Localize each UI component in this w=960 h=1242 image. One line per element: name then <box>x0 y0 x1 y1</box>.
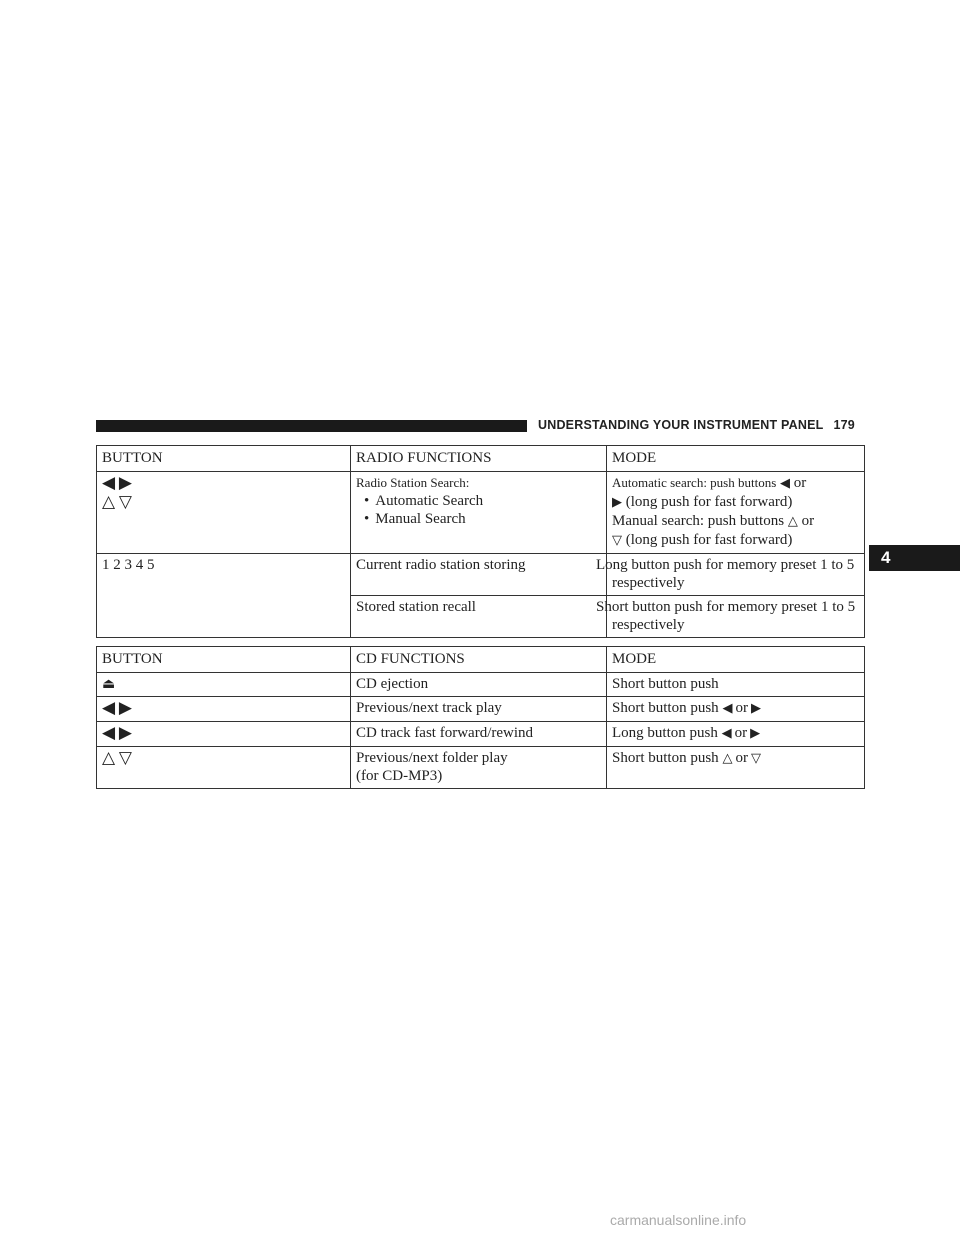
mode-cell: Long button push for memory preset 1 to 5 respectively <box>607 554 865 596</box>
function-title: Radio Station Search: <box>356 475 470 490</box>
page-number: 179 <box>833 418 855 432</box>
preset-buttons: 1 2 3 4 5 <box>102 557 155 573</box>
mode-text: Short button push <box>612 750 719 766</box>
right-arrow-icon: ▶ <box>750 726 761 741</box>
function-cell: CD track fast forward/rewind <box>351 722 607 747</box>
up-arrow-icon: △ <box>787 514 798 529</box>
function-cell <box>351 472 607 554</box>
function-cell <box>351 747 607 789</box>
function-note: (for CD-MP3) <box>356 768 443 784</box>
header-button: BUTTON <box>97 647 351 673</box>
table-row <box>97 472 865 554</box>
button-cell <box>97 697 351 722</box>
fast-forward-note: (long push for fast forward) <box>625 532 793 548</box>
cd-functions-table <box>96 646 865 789</box>
or-text: or <box>793 475 807 491</box>
running-header <box>538 418 855 432</box>
header-cd-functions: CD FUNCTIONS <box>351 647 607 673</box>
down-arrow-icon: ▽ <box>118 492 132 512</box>
header-rule <box>96 420 527 432</box>
table-row <box>97 554 865 596</box>
mode-text: Short button push <box>612 700 719 716</box>
table-row <box>97 747 865 789</box>
right-arrow-icon: ▶ <box>750 701 761 716</box>
left-arrow-icon: ◀ <box>102 698 116 718</box>
left-arrow-icon: ◀ <box>722 701 733 716</box>
or-text: or <box>735 700 748 716</box>
bullet-automatic: • Automatic Search <box>356 492 601 510</box>
table-row <box>97 697 865 722</box>
up-arrow-icon: △ <box>102 748 116 768</box>
up-arrow-icon: △ <box>722 751 733 766</box>
table-header-row <box>97 647 865 673</box>
eject-icon: ⏏ <box>102 676 116 692</box>
or-text: or <box>734 725 748 741</box>
section-title: UNDERSTANDING YOUR INSTRUMENT PANEL <box>538 418 824 432</box>
button-cell <box>97 722 351 747</box>
function-cell: Previous/next track play <box>351 697 607 722</box>
or-text: or <box>801 513 815 529</box>
header-button: BUTTON <box>97 446 351 472</box>
function-cell: CD ejection <box>351 673 607 697</box>
watermark: carmanualsonline.info <box>610 1212 747 1228</box>
function-cell: Stored station recall <box>351 596 607 638</box>
table-row <box>97 722 865 747</box>
right-arrow-icon: ▶ <box>118 698 132 718</box>
table-row <box>97 673 865 697</box>
radio-functions-table <box>96 445 865 638</box>
fast-forward-note: (long push for fast forward) <box>625 494 793 510</box>
down-arrow-icon: ▽ <box>750 751 761 766</box>
header-radio-functions: RADIO FUNCTIONS <box>351 446 607 472</box>
left-arrow-icon: ◀ <box>102 723 116 743</box>
mode-cell <box>607 472 865 554</box>
mode-text: Long button push <box>612 725 718 741</box>
table-header-row <box>97 446 865 472</box>
button-cell <box>97 747 351 789</box>
mode-cell <box>607 747 865 789</box>
right-arrow-icon: ▶ <box>118 473 132 493</box>
function-cell: Current radio station storing <box>351 554 607 596</box>
header-mode: MODE <box>607 647 865 673</box>
down-arrow-icon: ▽ <box>118 748 132 768</box>
auto-search-label: Automatic search: push buttons <box>612 475 777 490</box>
mode-cell <box>607 697 865 722</box>
mode-cell: Short button push for memory preset 1 to 5 respectively <box>607 596 865 638</box>
right-arrow-icon: ▶ <box>118 723 132 743</box>
right-arrow-icon: ▶ <box>612 495 622 510</box>
function-text: Previous/next folder play <box>356 750 508 766</box>
down-arrow-icon: ▽ <box>612 533 622 548</box>
left-arrow-icon: ◀ <box>721 726 732 741</box>
mode-cell <box>607 722 865 747</box>
button-cell <box>97 673 351 697</box>
up-arrow-icon: △ <box>102 492 116 512</box>
left-arrow-icon: ◀ <box>780 476 791 491</box>
button-cell <box>97 554 351 638</box>
button-cell <box>97 472 351 554</box>
left-arrow-icon: ◀ <box>102 473 116 493</box>
header-mode: MODE <box>607 446 865 472</box>
manual-search-label: Manual search: push buttons <box>612 513 785 529</box>
mode-cell: Short button push <box>607 673 865 697</box>
bullet-manual: • Manual Search <box>356 510 601 528</box>
or-text: or <box>735 750 748 766</box>
chapter-tab: 4 <box>869 545 960 571</box>
